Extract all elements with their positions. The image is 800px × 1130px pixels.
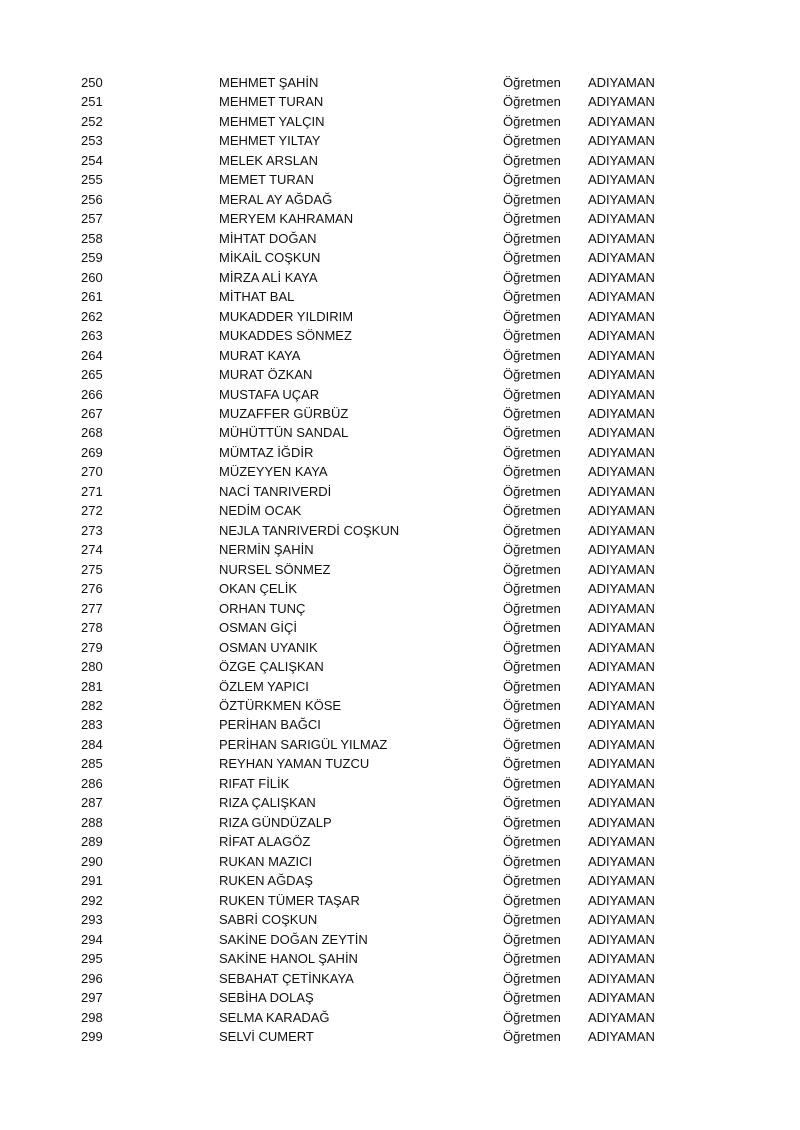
row-number: 265 [81, 367, 103, 383]
row-number: 283 [81, 717, 103, 733]
list-row [0, 599, 800, 618]
person-name: ÖZTÜRKMEN KÖSE [219, 698, 342, 713]
person-name: SAKİNE DOĞAN ZEYTİN [219, 931, 368, 947]
person-name: SEBAHAT ÇETİNKAYA [219, 970, 354, 986]
person-name: SEBİHA DOLAŞ [219, 990, 314, 1006]
role-title: Öğretmen [503, 1009, 561, 1025]
city-name: ADIYAMAN [588, 892, 655, 908]
person-name: NEDİM OCAK [219, 503, 302, 519]
list-row [0, 618, 800, 637]
list-row [0, 930, 800, 949]
list-row [0, 248, 800, 267]
city-name: ADIYAMAN [588, 444, 655, 460]
row-number: 257 [81, 211, 103, 227]
role-title: Öğretmen [503, 211, 561, 227]
city-name: ADIYAMAN [588, 951, 655, 967]
city-name: ADIYAMAN [588, 561, 655, 577]
city-name: ADIYAMAN [588, 152, 655, 168]
row-number: 274 [81, 542, 103, 558]
list-row [0, 521, 800, 540]
city-name: ADIYAMAN [588, 990, 655, 1006]
person-name: MİTHAT BAL [219, 289, 295, 305]
role-title: Öğretmen [503, 503, 561, 519]
role-title: Öğretmen [503, 659, 561, 675]
list-row [0, 540, 800, 559]
city-name: ADIYAMAN [588, 250, 655, 266]
row-number: 258 [81, 230, 103, 246]
person-name: MUKADDES SÖNMEZ [219, 328, 352, 344]
list-row [0, 852, 800, 871]
role-title: Öğretmen [503, 328, 561, 344]
role-title: Öğretmen [503, 951, 561, 967]
role-title: Öğretmen [503, 464, 561, 480]
row-number: 277 [81, 600, 103, 616]
city-name: ADIYAMAN [588, 717, 655, 733]
row-number: 279 [81, 639, 103, 655]
person-name: ÖZGE ÇALIŞKAN [219, 659, 324, 675]
role-title: Öğretmen [503, 970, 561, 986]
row-number: 271 [81, 483, 103, 499]
role-title: Öğretmen [503, 289, 561, 305]
city-name: ADIYAMAN [588, 678, 655, 694]
city-name: ADIYAMAN [588, 581, 655, 597]
person-name: RIZA ÇALIŞKAN [219, 795, 316, 811]
city-name: ADIYAMAN [588, 503, 655, 519]
teacher-list [0, 73, 800, 1046]
row-number: 293 [81, 912, 103, 928]
person-name: MUSTAFA UÇAR [219, 386, 320, 402]
person-name: MÜHÜTTÜN SANDAL [219, 425, 349, 441]
person-name: ORHAN TUNÇ [219, 600, 306, 616]
city-name: ADIYAMAN [588, 211, 655, 227]
city-name: ADIYAMAN [588, 328, 655, 344]
list-row [0, 131, 800, 150]
person-name: MUZAFFER GÜRBÜZ [219, 405, 349, 421]
city-name: ADIYAMAN [588, 522, 655, 538]
row-number: 267 [81, 405, 103, 421]
row-number: 287 [81, 795, 103, 811]
person-name: RUKEN AĞDAŞ [219, 873, 313, 889]
city-name: ADIYAMAN [588, 542, 655, 558]
person-name: PERİHAN SARIGÜL YILMAZ [219, 736, 388, 752]
person-name: MEMET TURAN [219, 172, 314, 188]
role-title: Öğretmen [503, 892, 561, 908]
row-number: 281 [81, 678, 103, 694]
person-name: ÖZLEM YAPICI [219, 678, 309, 694]
list-row [0, 190, 800, 209]
row-number: 261 [81, 289, 103, 305]
person-name: MERAL AY AĞDAĞ [219, 191, 333, 207]
city-name: ADIYAMAN [588, 639, 655, 655]
role-title: Öğretmen [503, 191, 561, 207]
list-row [0, 832, 800, 851]
list-row [0, 988, 800, 1007]
city-name: ADIYAMAN [588, 756, 655, 772]
person-name: MEHMET YILTAY [219, 133, 321, 149]
list-row [0, 1008, 800, 1027]
list-row [0, 346, 800, 365]
person-name: MİHTAT DOĞAN [219, 230, 317, 246]
city-name: ADIYAMAN [588, 814, 655, 830]
row-number: 270 [81, 464, 103, 480]
list-row [0, 307, 800, 326]
list-row [0, 735, 800, 754]
city-name: ADIYAMAN [588, 736, 655, 752]
list-row [0, 696, 800, 715]
role-title: Öğretmen [503, 425, 561, 441]
row-number: 259 [81, 250, 103, 266]
role-title: Öğretmen [503, 756, 561, 772]
row-number: 266 [81, 386, 103, 402]
row-number: 253 [81, 133, 103, 149]
person-name: MEHMET TURAN [219, 94, 324, 110]
list-row [0, 423, 800, 442]
city-name: ADIYAMAN [588, 698, 655, 713]
list-row [0, 501, 800, 520]
list-row [0, 287, 800, 306]
list-row [0, 229, 800, 248]
row-number: 264 [81, 347, 103, 363]
role-title: Öğretmen [503, 600, 561, 616]
person-name: RIZA GÜNDÜZALP [219, 814, 332, 830]
list-row [0, 326, 800, 345]
person-name: MEHMET ŞAHİN [219, 75, 319, 90]
city-name: ADIYAMAN [588, 133, 655, 149]
city-name: ADIYAMAN [588, 931, 655, 947]
list-row [0, 871, 800, 890]
row-number: 262 [81, 308, 103, 324]
role-title: Öğretmen [503, 678, 561, 694]
role-title: Öğretmen [503, 795, 561, 811]
person-name: MEHMET YALÇIN [219, 113, 325, 129]
row-number: 278 [81, 620, 103, 636]
list-row [0, 715, 800, 734]
person-name: OKAN ÇELİK [219, 581, 298, 597]
role-title: Öğretmen [503, 75, 561, 90]
role-title: Öğretmen [503, 561, 561, 577]
person-name: NACİ TANRIVERDİ [219, 483, 332, 499]
person-name: SAKİNE HANOL ŞAHİN [219, 951, 358, 967]
city-name: ADIYAMAN [588, 873, 655, 889]
list-row [0, 151, 800, 170]
role-title: Öğretmen [503, 542, 561, 558]
row-number: 268 [81, 425, 103, 441]
row-number: 299 [81, 1028, 103, 1044]
city-name: ADIYAMAN [588, 386, 655, 402]
row-number: 252 [81, 113, 103, 129]
row-number: 276 [81, 581, 103, 597]
person-name: MUKADDER YILDIRIM [219, 308, 354, 324]
city-name: ADIYAMAN [588, 659, 655, 675]
person-name: REYHAN YAMAN TUZCU [219, 756, 370, 772]
city-name: ADIYAMAN [588, 425, 655, 441]
city-name: ADIYAMAN [588, 367, 655, 383]
list-row [0, 112, 800, 131]
role-title: Öğretmen [503, 931, 561, 947]
list-row [0, 209, 800, 228]
role-title: Öğretmen [503, 698, 561, 713]
person-name: MELEK ARSLAN [219, 152, 318, 168]
list-row [0, 813, 800, 832]
person-name: SABRİ COŞKUN [219, 912, 318, 928]
person-name: RİFAT ALAGÖZ [219, 834, 311, 850]
row-number: 269 [81, 444, 103, 460]
role-title: Öğretmen [503, 405, 561, 421]
person-name: RUKEN TÜMER TAŞAR [219, 892, 360, 908]
row-number: 291 [81, 873, 103, 889]
role-title: Öğretmen [503, 853, 561, 869]
city-name: ADIYAMAN [588, 464, 655, 480]
row-number: 288 [81, 814, 103, 830]
list-row [0, 754, 800, 773]
city-name: ADIYAMAN [588, 1009, 655, 1025]
role-title: Öğretmen [503, 834, 561, 850]
person-name: NERMİN ŞAHİN [219, 542, 314, 558]
city-name: ADIYAMAN [588, 75, 655, 90]
list-row [0, 910, 800, 929]
row-number: 273 [81, 522, 103, 538]
city-name: ADIYAMAN [588, 405, 655, 421]
person-name: NEJLA TANRIVERDİ COŞKUN [219, 522, 400, 538]
city-name: ADIYAMAN [588, 308, 655, 324]
list-row [0, 638, 800, 657]
role-title: Öğretmen [503, 347, 561, 363]
list-row [0, 1027, 800, 1046]
role-title: Öğretmen [503, 522, 561, 538]
person-name: MURAT ÖZKAN [219, 367, 313, 383]
city-name: ADIYAMAN [588, 795, 655, 811]
list-row [0, 949, 800, 968]
person-name: SELVİ CUMERT [219, 1028, 314, 1044]
role-title: Öğretmen [503, 113, 561, 129]
row-number: 282 [81, 698, 103, 713]
role-title: Öğretmen [503, 775, 561, 791]
person-name: MERYEM KAHRAMAN [219, 211, 354, 227]
list-row [0, 774, 800, 793]
city-name: ADIYAMAN [588, 191, 655, 207]
role-title: Öğretmen [503, 444, 561, 460]
role-title: Öğretmen [503, 386, 561, 402]
row-number: 290 [81, 853, 103, 869]
row-number: 263 [81, 328, 103, 344]
row-number: 289 [81, 834, 103, 850]
city-name: ADIYAMAN [588, 970, 655, 986]
role-title: Öğretmen [503, 367, 561, 383]
role-title: Öğretmen [503, 581, 561, 597]
person-name: OSMAN GİÇİ [219, 620, 298, 636]
city-name: ADIYAMAN [588, 483, 655, 499]
role-title: Öğretmen [503, 814, 561, 830]
city-name: ADIYAMAN [588, 347, 655, 363]
row-number: 251 [81, 94, 103, 110]
role-title: Öğretmen [503, 873, 561, 889]
person-name: PERİHAN BAĞCI [219, 717, 321, 733]
row-number: 250 [81, 75, 103, 90]
role-title: Öğretmen [503, 133, 561, 149]
role-title: Öğretmen [503, 483, 561, 499]
city-name: ADIYAMAN [588, 620, 655, 636]
role-title: Öğretmen [503, 152, 561, 168]
list-row [0, 891, 800, 910]
city-name: ADIYAMAN [588, 600, 655, 616]
person-name: MİRZA ALİ KAYA [219, 269, 318, 285]
person-name: SELMA KARADAĞ [219, 1009, 330, 1025]
role-title: Öğretmen [503, 736, 561, 752]
person-name: MÜZEYYEN KAYA [219, 464, 328, 480]
row-number: 296 [81, 970, 103, 986]
row-number: 256 [81, 191, 103, 207]
list-row [0, 657, 800, 676]
row-number: 280 [81, 659, 103, 675]
row-number: 260 [81, 269, 103, 285]
list-row [0, 73, 800, 92]
list-row [0, 385, 800, 404]
list-row [0, 404, 800, 423]
role-title: Öğretmen [503, 1028, 561, 1044]
role-title: Öğretmen [503, 620, 561, 636]
city-name: ADIYAMAN [588, 113, 655, 129]
row-number: 286 [81, 775, 103, 791]
role-title: Öğretmen [503, 94, 561, 110]
list-row [0, 677, 800, 696]
person-name: MURAT KAYA [219, 347, 301, 363]
list-row [0, 170, 800, 189]
list-row [0, 560, 800, 579]
city-name: ADIYAMAN [588, 775, 655, 791]
list-row [0, 365, 800, 384]
list-row [0, 579, 800, 598]
row-number: 295 [81, 951, 103, 967]
role-title: Öğretmen [503, 230, 561, 246]
list-row [0, 443, 800, 462]
city-name: ADIYAMAN [588, 834, 655, 850]
row-number: 284 [81, 736, 103, 752]
city-name: ADIYAMAN [588, 230, 655, 246]
city-name: ADIYAMAN [588, 1028, 655, 1044]
list-row [0, 969, 800, 988]
person-name: OSMAN UYANIK [219, 639, 318, 655]
role-title: Öğretmen [503, 308, 561, 324]
row-number: 297 [81, 990, 103, 1006]
role-title: Öğretmen [503, 912, 561, 928]
city-name: ADIYAMAN [588, 269, 655, 285]
list-row [0, 482, 800, 501]
role-title: Öğretmen [503, 172, 561, 188]
row-number: 292 [81, 892, 103, 908]
person-name: MİKAİL COŞKUN [219, 250, 321, 266]
person-name: RUKAN MAZICI [219, 853, 313, 869]
person-name: MÜMTAZ İĞDİR [219, 444, 314, 460]
row-number: 255 [81, 172, 103, 188]
row-number: 294 [81, 931, 103, 947]
row-number: 298 [81, 1009, 103, 1025]
city-name: ADIYAMAN [588, 853, 655, 869]
role-title: Öğretmen [503, 639, 561, 655]
list-row [0, 92, 800, 111]
city-name: ADIYAMAN [588, 289, 655, 305]
city-name: ADIYAMAN [588, 94, 655, 110]
row-number: 275 [81, 561, 103, 577]
role-title: Öğretmen [503, 717, 561, 733]
list-row [0, 462, 800, 481]
role-title: Öğretmen [503, 990, 561, 1006]
row-number: 254 [81, 152, 103, 168]
role-title: Öğretmen [503, 250, 561, 266]
list-row [0, 268, 800, 287]
city-name: ADIYAMAN [588, 172, 655, 188]
role-title: Öğretmen [503, 269, 561, 285]
row-number: 285 [81, 756, 103, 772]
list-row [0, 793, 800, 812]
city-name: ADIYAMAN [588, 912, 655, 928]
row-number: 272 [81, 503, 103, 519]
person-name: NURSEL SÖNMEZ [219, 561, 331, 577]
person-name: RIFAT FİLİK [219, 775, 290, 791]
